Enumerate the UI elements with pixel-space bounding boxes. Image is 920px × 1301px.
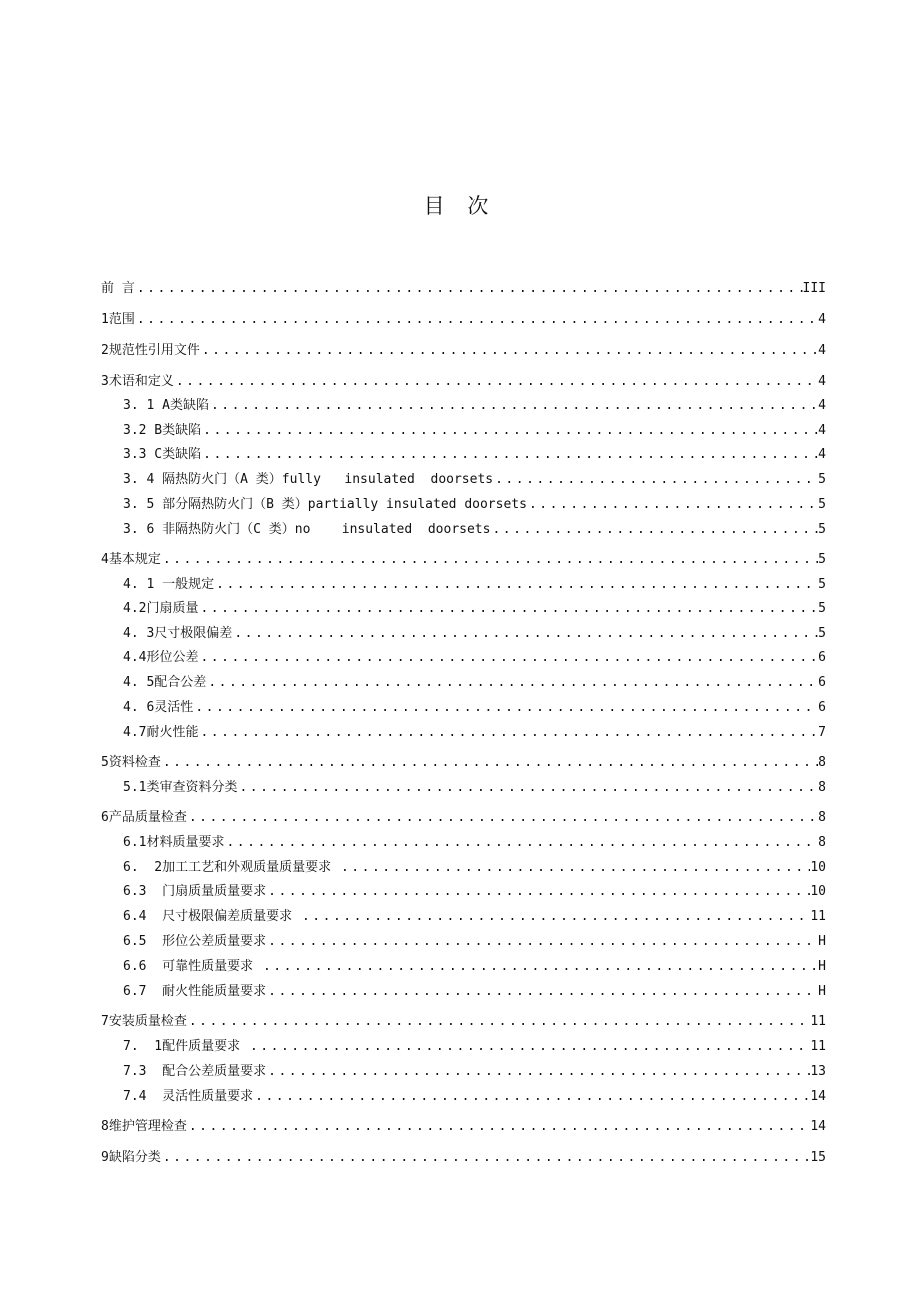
toc-leader-dots <box>261 956 818 978</box>
toc-leader-dots <box>187 1116 811 1138</box>
toc-entry-page-number: 4 <box>818 374 826 389</box>
toc-entry-page-number: 5 <box>818 472 826 487</box>
toc-entry-label: 6.4 尺寸极限偏差质量要求 <box>123 909 300 924</box>
toc-entry-page-number: 8 <box>818 755 826 770</box>
toc-entry-label: 5.1类审查资料分类 <box>123 780 238 795</box>
toc-leader-dots <box>187 807 818 829</box>
toc-entry-label: 7.4 灵活性质量要求 <box>123 1089 254 1104</box>
toc-entry-page-number: 8 <box>818 810 826 825</box>
toc-entry[interactable] <box>123 981 826 1003</box>
toc-entry-page-number: 6 <box>818 700 826 715</box>
toc-leader-dots <box>206 672 818 694</box>
toc-entry-page-number: 11 <box>810 1014 826 1029</box>
toc-entry-page-number: 11 <box>810 909 826 924</box>
toc-leader-dots <box>232 623 818 645</box>
toc-entry-page-number: III <box>802 281 826 296</box>
toc-entry[interactable] <box>123 1061 826 1083</box>
toc-entry[interactable] <box>123 420 826 442</box>
toc-entry-label: 3. 6 非隔热防火门（C 类）no insulated doorsets <box>123 522 491 537</box>
toc-entry[interactable] <box>123 672 826 694</box>
toc-entry-page-number: 4 <box>818 447 826 462</box>
toc-entry-label: 4.4形位公差 <box>123 650 199 665</box>
toc-leader-dots <box>135 278 803 300</box>
toc-entry-page-number: 4 <box>818 423 826 438</box>
toc-entry[interactable] <box>123 469 826 491</box>
toc-entry[interactable] <box>123 519 826 541</box>
toc-entry-page-number: 4 <box>818 398 826 413</box>
toc-entry-label: 8维护管理检查 <box>101 1119 187 1134</box>
toc-entry-page-number: 5 <box>818 601 826 616</box>
toc-entry[interactable] <box>123 623 826 645</box>
toc-leader-dots <box>339 857 810 879</box>
toc-entry-page-number: 5 <box>818 577 826 592</box>
toc-entry-page-number: 15 <box>810 1150 826 1165</box>
toc-entry[interactable] <box>123 395 826 417</box>
toc-leader-dots <box>161 752 818 774</box>
toc-entry[interactable] <box>123 777 826 799</box>
toc-leader-dots <box>161 1147 811 1169</box>
toc-entry[interactable] <box>123 857 826 879</box>
toc-leader-dots <box>527 494 818 516</box>
toc-entry-label: 3.3 C类缺陷 <box>123 447 202 462</box>
toc-entry-label: 6.3 门扇质量质量要求 <box>123 884 267 899</box>
toc-entry[interactable] <box>123 444 826 466</box>
toc-entry[interactable] <box>101 752 826 774</box>
toc-entry[interactable] <box>123 722 826 744</box>
toc-entry-page-number: H <box>818 984 826 999</box>
page-title: 目 次 <box>423 194 497 218</box>
toc-leader-dots <box>224 832 818 854</box>
toc-entry[interactable] <box>123 598 826 620</box>
toc-entry-label: 9缺陷分类 <box>101 1150 161 1165</box>
toc-entry[interactable] <box>123 832 826 854</box>
toc-entry-label: 6.1材料质量要求 <box>123 835 225 850</box>
toc-entry-label: 7. 1配件质量要求 <box>123 1039 248 1054</box>
toc-entry-page-number: 10 <box>810 884 826 899</box>
toc-entry-label: 3术语和定义 <box>101 374 174 389</box>
toc-leader-dots <box>198 647 818 669</box>
toc-entry[interactable] <box>101 1147 826 1169</box>
toc-entry-page-number: 13 <box>810 1064 826 1079</box>
toc-leader-dots <box>209 395 818 417</box>
toc-entry[interactable] <box>101 371 826 393</box>
toc-entry-label: 1范围 <box>101 312 135 327</box>
toc-entry-page-number: 8 <box>818 780 826 795</box>
toc-entry-label: 7安装质量检查 <box>101 1014 187 1029</box>
toc-entry-label: 6.7 耐火性能质量要求 <box>123 984 267 999</box>
toc-entry-label: 前 言 <box>101 281 135 296</box>
toc-entry[interactable] <box>123 697 826 719</box>
toc-entry-page-number: 5 <box>818 626 826 641</box>
toc-leader-dots <box>214 574 818 596</box>
toc-leader-dots <box>193 697 818 719</box>
toc-entry[interactable] <box>123 1036 826 1058</box>
toc-entry-label: 3.2 B类缺陷 <box>123 423 202 438</box>
toc-entry-page-number: 4 <box>818 343 826 358</box>
toc-entry-label: 7.3 配合公差质量要求 <box>123 1064 267 1079</box>
toc-entry-label: 4.7耐火性能 <box>123 725 199 740</box>
toc-entry[interactable] <box>101 1116 826 1138</box>
toc-entry-label: 6.5 形位公差质量要求 <box>123 934 267 949</box>
toc-entry-page-number: 5 <box>818 552 826 567</box>
toc-leader-dots <box>201 420 818 442</box>
toc-entry-page-number: 4 <box>818 312 826 327</box>
toc-entry[interactable] <box>123 906 826 928</box>
toc-leader-dots <box>490 519 818 541</box>
toc-leader-dots <box>266 981 818 1003</box>
toc-entry-label: 6. 2加工工艺和外观质量质量要求 <box>123 860 339 875</box>
toc-entry-page-number: 7 <box>818 725 826 740</box>
toc-leader-dots <box>198 598 818 620</box>
toc-leader-dots <box>493 469 818 491</box>
toc-entry-label: 4.2门扇质量 <box>123 601 199 616</box>
toc-entry-page-number: 10 <box>810 860 826 875</box>
toc-entry[interactable] <box>123 574 826 596</box>
toc-entry-label: 3. 1 A类缺陷 <box>123 398 209 413</box>
toc-entry[interactable] <box>101 1011 826 1033</box>
toc-entry-label: 6.6 可靠性质量要求 <box>123 959 261 974</box>
toc-leader-dots <box>174 371 818 393</box>
toc-entry-label: 4. 1 一般规定 <box>123 577 215 592</box>
toc-entry-page-number: 11 <box>810 1039 826 1054</box>
toc-entry[interactable] <box>101 278 826 300</box>
toc-entry-page-number: 14 <box>810 1119 826 1134</box>
toc-leader-dots <box>200 340 818 362</box>
toc-leader-dots <box>253 1086 810 1108</box>
toc-entry-page-number: H <box>818 934 826 949</box>
toc-entry[interactable] <box>123 494 826 516</box>
toc-entry[interactable] <box>101 807 826 829</box>
toc-leader-dots <box>135 309 818 331</box>
toc-entry-page-number: 6 <box>818 650 826 665</box>
toc-entry-label: 4基本规定 <box>101 552 161 567</box>
toc-entry[interactable] <box>101 309 826 331</box>
toc-entry-label: 3. 5 部分隔热防火门（B 类）partially insulated doorsets <box>123 497 527 512</box>
toc-entry[interactable] <box>123 1086 826 1108</box>
toc-entry-page-number: 6 <box>818 675 826 690</box>
toc-leader-dots <box>201 444 818 466</box>
toc-entry-label: 2规范性引用文件 <box>101 343 200 358</box>
toc-leader-dots <box>266 881 810 903</box>
toc-leader-dots <box>248 1036 810 1058</box>
toc-leader-dots <box>198 722 818 744</box>
toc-entry[interactable] <box>101 549 826 571</box>
toc-entry-label: 4. 6灵活性 <box>123 700 194 715</box>
toc-entry-page-number: 14 <box>810 1089 826 1104</box>
toc-entry[interactable] <box>123 931 826 953</box>
toc-entry-page-number: H <box>818 959 826 974</box>
toc-leader-dots <box>161 549 818 571</box>
toc-entry[interactable] <box>123 881 826 903</box>
toc-leader-dots <box>266 1061 810 1083</box>
toc-leader-dots <box>187 1011 811 1033</box>
toc-leader-dots <box>300 906 810 928</box>
toc-entry-label: 6产品质量检查 <box>101 810 187 825</box>
toc-entry[interactable] <box>101 340 826 362</box>
toc-entry[interactable] <box>123 647 826 669</box>
toc-leader-dots <box>266 931 818 953</box>
toc-entry[interactable] <box>123 956 826 978</box>
toc-entry-label: 4. 5配合公差 <box>123 675 207 690</box>
toc-entry-label: 5资料检查 <box>101 755 161 770</box>
toc-leader-dots <box>237 777 818 799</box>
toc-entry-page-number: 8 <box>818 835 826 850</box>
toc-entry-label: 4. 3尺寸极限偏差 <box>123 626 233 641</box>
toc-entry-page-number: 5 <box>818 522 826 537</box>
toc-entry-label: 3. 4 隔热防火门（A 类）fully insulated doorsets <box>123 472 494 487</box>
toc-entry-page-number: 5 <box>818 497 826 512</box>
